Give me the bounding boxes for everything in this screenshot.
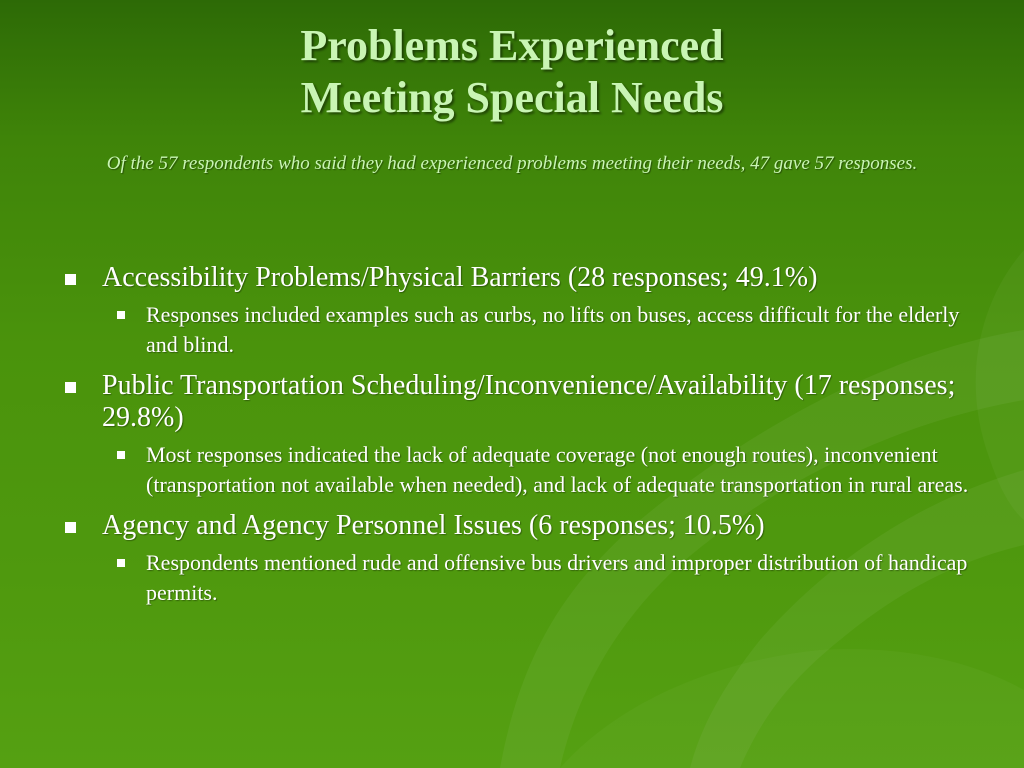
sub-bullet-text: Respondents mentioned rude and offensive bus drivers and improper distribution of handicap permits. (146, 550, 968, 605)
bullet-item (62, 262, 972, 360)
square-bullet-icon (65, 274, 76, 285)
bullet-item (62, 510, 972, 608)
sub-bullet-text: Responses included examples such as curbs, no lifts on buses, access difficult for the elderly and blind. (146, 302, 960, 357)
sub-bullet-text: Most responses indicated the lack of adequate coverage (not enough routes), inconvenient (transportation not available when needed), and lack of adequate transportation in rural areas. (146, 442, 969, 497)
bullet-level-2 (102, 300, 972, 360)
square-bullet-icon (117, 559, 125, 567)
square-bullet-icon (117, 451, 125, 459)
bullet-text: Public Transportation Scheduling/Inconvenience/Availability (17 responses; 29.8%) (102, 370, 956, 433)
slide-subtitle: Of the 57 respondents who said they had experienced problems meeting their needs, 47 gave 57 responses. (106, 153, 918, 174)
bullet-text: Agency and Agency Personnel Issues (6 responses; 10.5%) (102, 510, 765, 541)
bullet-item (62, 370, 972, 500)
bullet-level-1 (62, 370, 972, 434)
bullet-level-1 (62, 510, 972, 542)
square-bullet-icon (65, 382, 76, 393)
slide-title-line-1: Problems Experienced (300, 21, 724, 70)
square-bullet-icon (117, 311, 125, 319)
square-bullet-icon (65, 522, 76, 533)
bullet-text: Accessibility Problems/Physical Barriers (28 responses; 49.1%) (102, 262, 818, 293)
bullet-level-2 (102, 548, 972, 608)
bullet-level-2 (102, 440, 972, 500)
bullet-list (62, 262, 972, 618)
bullet-level-1 (62, 262, 972, 294)
slide-title-line-2: Meeting Special Needs (300, 73, 724, 122)
